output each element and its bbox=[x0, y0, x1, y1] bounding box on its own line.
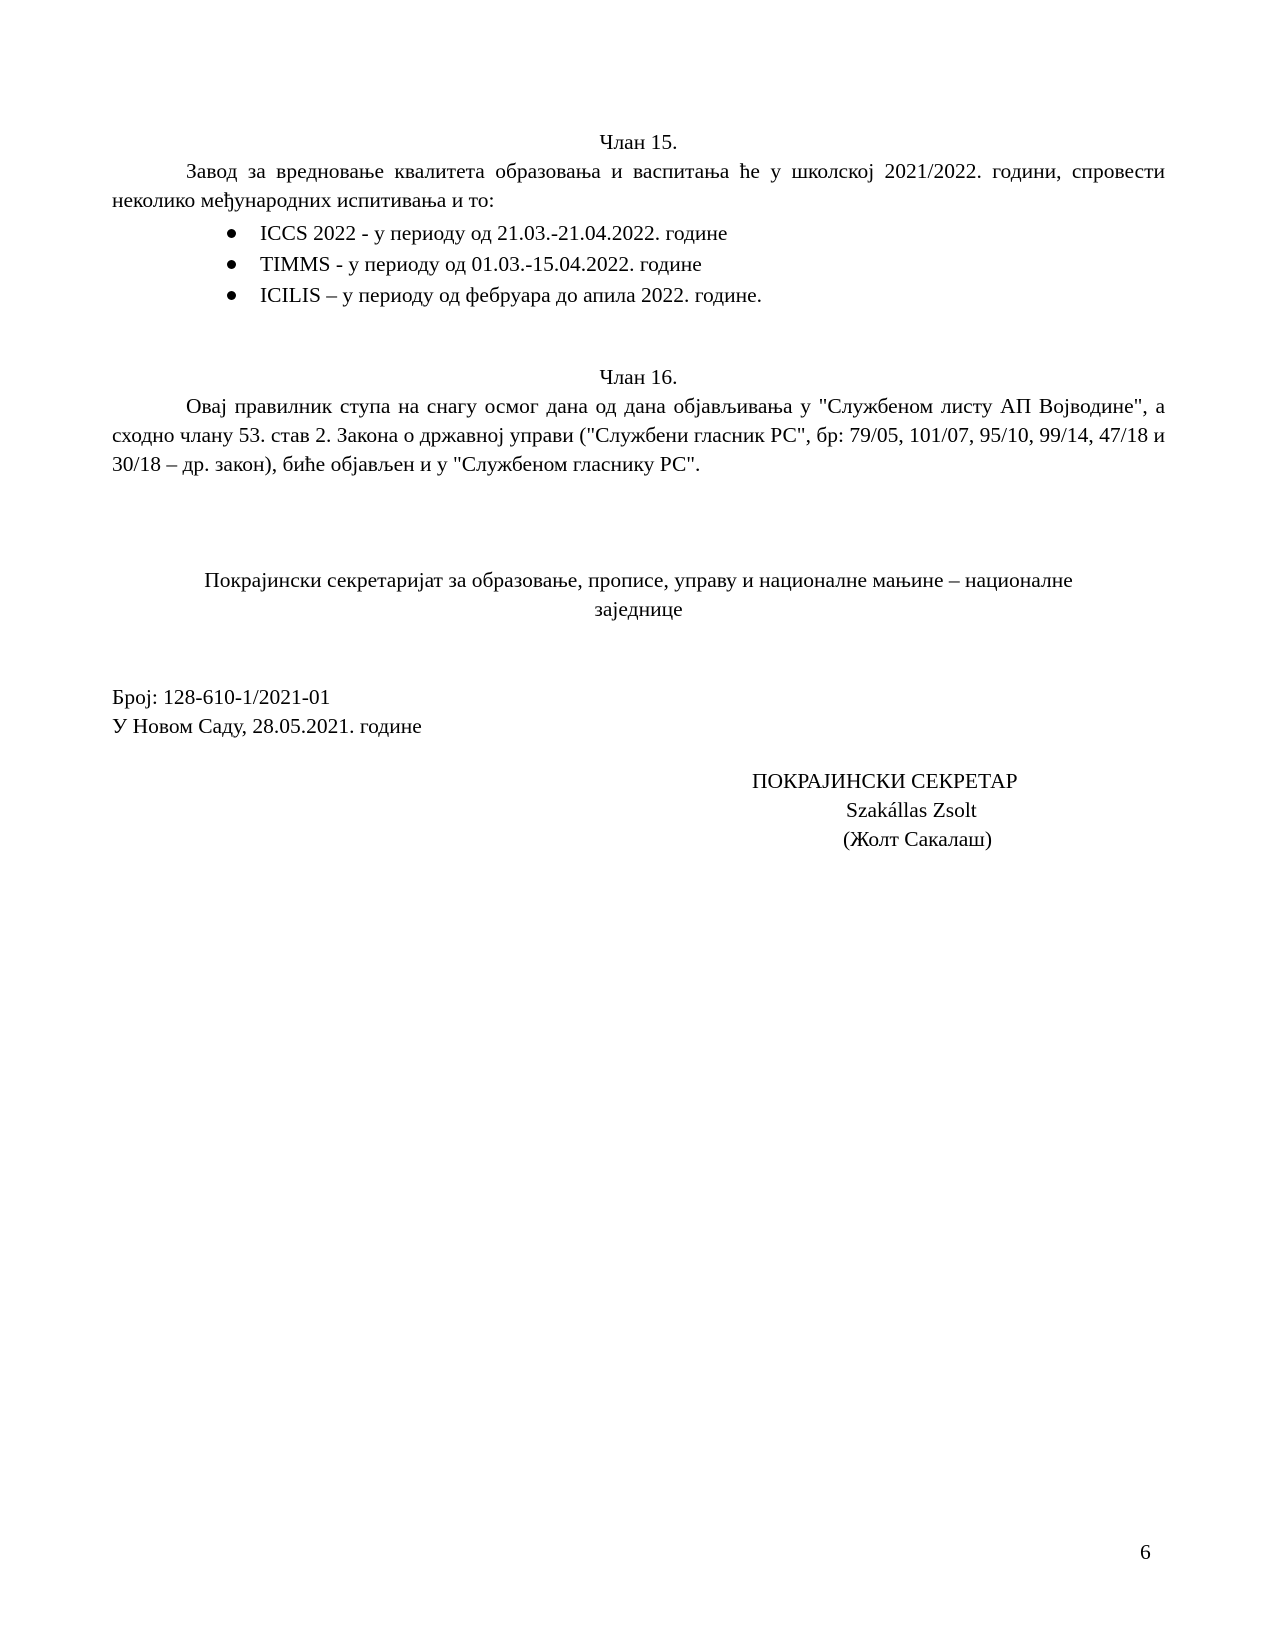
list-item-text: ICCS 2022 - у периоду од 21.03.-21.04.2022. године bbox=[260, 221, 728, 245]
bullet-icon bbox=[227, 229, 236, 238]
document-number: Број: 128-610-1/2021-01 bbox=[112, 685, 331, 709]
article-15-paragraph: Завод за вредновање квалитета образовања и васпитања ће у школској 2021/2022. години, спровести неколико међународних испитивања и то: bbox=[112, 159, 1165, 212]
list-item bbox=[222, 249, 762, 280]
page-number: 6 bbox=[1140, 1540, 1151, 1564]
article-16-heading: Члан 16. bbox=[599, 365, 678, 389]
article-15-list bbox=[222, 218, 762, 311]
list-item bbox=[222, 280, 762, 311]
article-16-paragraph: Овај правилник ступа на снагу осмог дана од дана објављивања у "Службеном листу АП Војводине", а сходно члану 53. став 2. Закона о државној управи ("Службени гласник РС", бр: 79/05, 101/07, 95/10, 99/14, 47/18 и 30/18 – др. закон), биће објављен и у "Службеном гласнику РС". bbox=[112, 394, 1165, 476]
signature-block bbox=[752, 767, 1082, 854]
list-item-text: ICILIS – у периоду од фебруара до апила 2022. године. bbox=[260, 283, 763, 307]
signatory-name-cyrillic: (Жолт Сакалаш) bbox=[843, 827, 993, 851]
issuer-line-1: Покрајински секретаријат за образовање, прописе, управу и националне мањине – националне bbox=[204, 568, 1073, 592]
signatory-title: ПОКРАЈИНСКИ СЕКРЕТАР bbox=[752, 769, 1018, 793]
issuer-line-2: заједнице bbox=[594, 597, 683, 621]
issuer-block bbox=[112, 566, 1165, 624]
article-15-heading: Члан 15. bbox=[599, 130, 678, 154]
document-meta bbox=[112, 683, 422, 741]
signatory-name-latin: Szakállas Zsolt bbox=[846, 798, 977, 822]
bullet-icon bbox=[227, 260, 236, 269]
place-and-date: У Новом Саду, 28.05.2021. године bbox=[112, 714, 422, 738]
bullet-icon bbox=[227, 291, 236, 300]
list-item bbox=[222, 218, 762, 249]
list-item-text: TIMMS - у периоду од 01.03.-15.04.2022. године bbox=[260, 252, 702, 276]
